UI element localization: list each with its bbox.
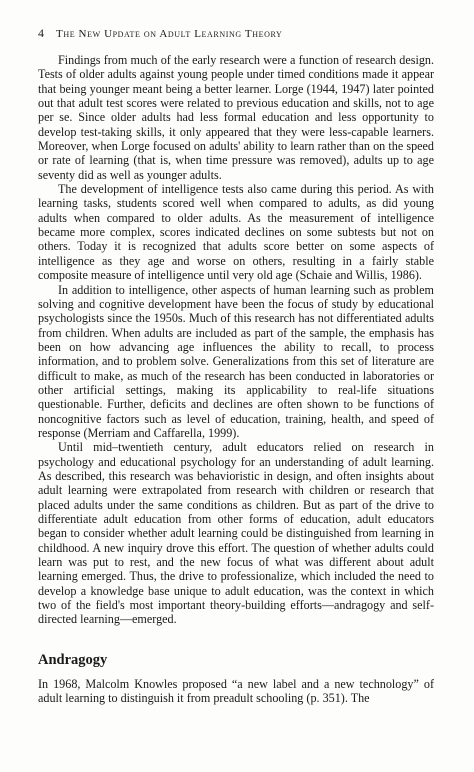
- running-title: The New Update on Adult Learning Theory: [56, 28, 283, 40]
- section-heading: Andragogy: [38, 651, 108, 668]
- paragraph-mid-century: Until mid–twentieth century, adult educators relied on research in psychology and educational psychology for an understanding of adult learning. As described, this research was behavioristic in design, and often insights about adult learning were extrapolated from research with children or research that placed adults under the same conditions as children. But as part of the drive to differentiate adult education from other forms of education, adult educators began to consider whether adult learning could be distinguished from learning in childhood. A new inquiry drove this effort. The question of whether adults could learn was put to rest, and the new focus of what was different about adult learning emerged. Thus, the drive to professionalize, which included the need to develop a knowledge base unique to adult education, was the context in which two of the field's most important theory-building efforts—andragogy and self-directed learning—emerged.: [38, 440, 434, 627]
- paragraph-cognitive-development: In addition to intelligence, other aspects of human learning such as problem solving and cognitive development have been the focus of study by educational psychologists since the 1950s. Much of this research has not differentiated adults from children. When adults are included as part of the sample, the emphasis has been on how advancing age influences the ability to recall, to process information, and to problem solve. Generalizations from this set of literature are difficult to make, as much of the research has been conducted in laboratories or other artificial settings, making its applicability to real-life situations questionable. Further, deficits and declines are often shown to be functions of noncognitive factors such as level of education, training, health, and speed of response (Merriam and Caffarella, 1999).: [38, 282, 434, 440]
- running-head: [38, 26, 434, 41]
- paragraph-research-design: Findings from much of the early research were a function of research design. Tests of older adults against young people under timed conditions made it appear that being younger meant being a better learner. Lorge (1944, 1947) later pointed out that adult test scores were related to previous education and skills, not to age per se. Since older adults had less formal education and less opportunity to develop test-taking skills, it only appeared that they were less-capable learners. Moreover, when Lorge focused on adults' ability to learn rather than on the speed or rate of learning (that is, when time pressure was removed), adults up to age seventy did as well as younger adults.: [38, 53, 434, 182]
- paragraph-andragogy-intro: In 1968, Malcolm Knowles proposed “a new label and a new technology” of adult learning to distinguish it from preadult schooling (p. 351). The: [38, 676, 434, 706]
- paragraph-intelligence-tests: The development of intelligence tests also came during this period. As with learning tasks, students scored well when compared to adults, as did young adults when compared to older adults. As the measurement of intelligence became more complex, scores indicated declines on some subtests but not on others. Today it is recognized that adults score better on some aspects of intelligence as they age and worse on others, resulting in a fairly stable composite measure of intelligence until very old age (Schaie and Willis, 1986).: [38, 182, 434, 283]
- page-number: 4: [38, 26, 45, 40]
- body-text: [38, 53, 434, 705]
